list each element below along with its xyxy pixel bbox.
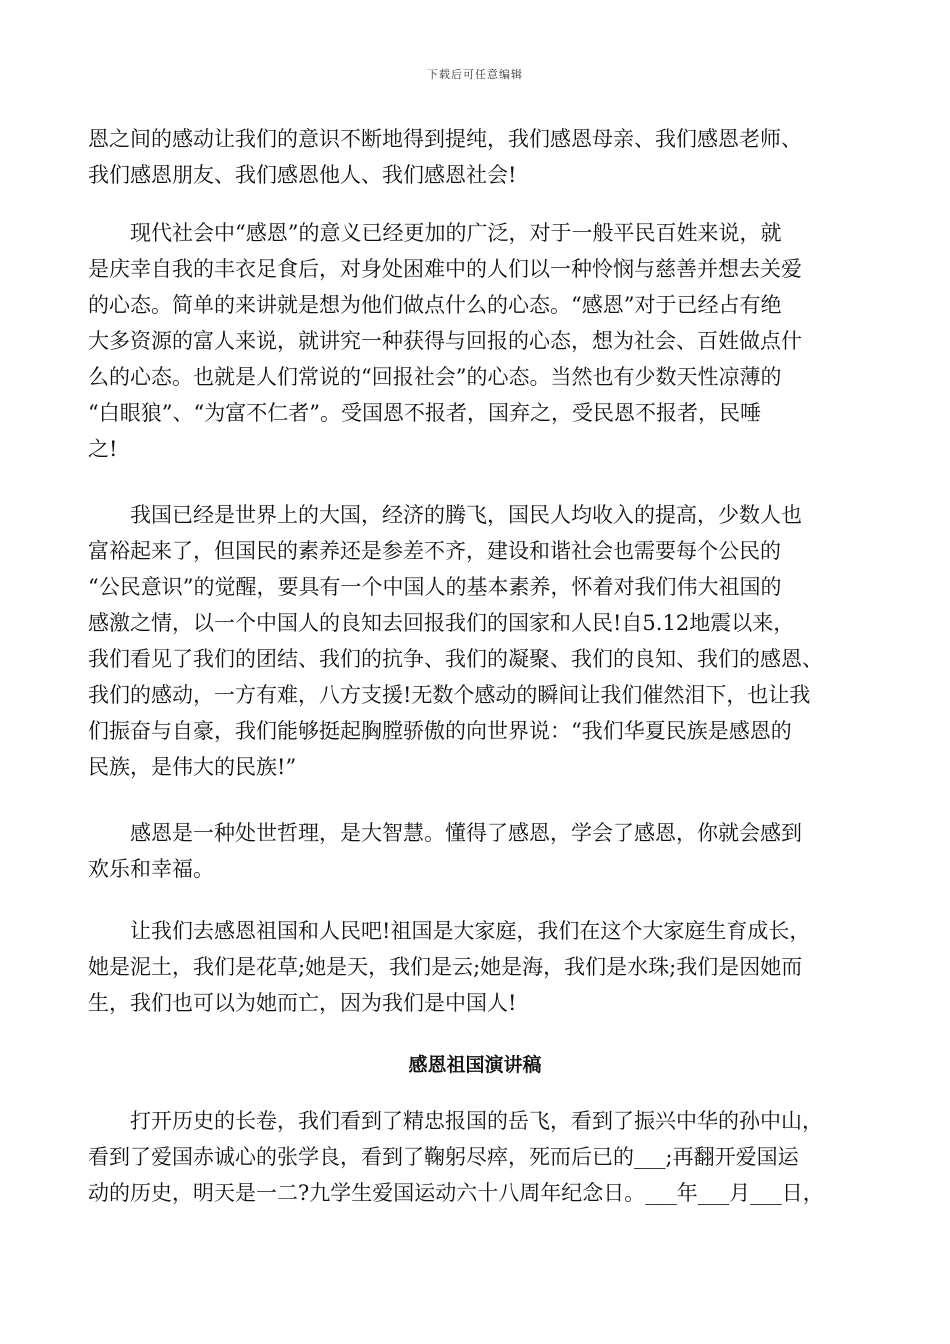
body-line: 我们看见了我们的团结、我们的抗争、我们的凝聚、我们的良知、我们的感恩、 bbox=[88, 647, 823, 671]
body-line: 现代社会中“感恩”的意义已经更加的广泛，对于一般平民百姓来说，就 bbox=[88, 221, 782, 245]
body-line: 我们感恩朋友、我们感恩他人、我们感恩社会! bbox=[88, 163, 517, 187]
body-line: 我国已经是世界上的大国，经济的腾飞，国民人均收入的提高，少数人也 bbox=[88, 503, 802, 527]
body-line: 我们的感动，一方有难，八方支援!无数个感动的瞬间让我们催然泪下，也让我 bbox=[88, 683, 811, 707]
body-line: 的心态。简单的来讲就是想为他们做点什么的心态。“感恩”对于已经占有绝 bbox=[88, 293, 782, 317]
body-line: 之! bbox=[88, 437, 118, 461]
body-line: 感激之情，以一个中国人的良知去回报我们的国家和人民!自5.12地震以来， bbox=[88, 611, 795, 635]
body-line: “白眼狼”、“为富不仁者”。受国恩不报者，国弃之，受民恩不报者，民唾 bbox=[88, 401, 761, 425]
body-line: 大多资源的富人来说，就讲究一种获得与回报的心态，想为社会、百姓做点什 bbox=[88, 329, 802, 353]
body-line: 让我们去感恩祖国和人民吧!祖国是大家庭，我们在这个大家庭生育成长， bbox=[88, 919, 811, 943]
body-line: “公民意识”的觉醒，要具有一个中国人的基本素养，怀着对我们伟大祖国的 bbox=[88, 575, 782, 599]
body-line: 富裕起来了，但国民的素养还是参差不齐，建设和谐社会也需要每个公民的 bbox=[88, 539, 781, 563]
body-line: 生，我们也可以为她而亡，因为我们是中国人! bbox=[88, 991, 517, 1015]
body-line: 是庆幸自我的丰衣足食后，对身处困难中的人们以一种怜悯与慈善并想去关爱 bbox=[88, 257, 802, 281]
body-line: 动的历史，明天是一二?九学生爱国运动六十八周年纪念日。___年___月___日， bbox=[88, 1181, 824, 1205]
body-line: 么的心态。也就是人们常说的“回报社会”的心态。当然也有少数天性凉薄的 bbox=[88, 365, 782, 389]
body-line: 她是泥土，我们是花草;她是天，我们是云;她是海，我们是水珠;我们是因她而 bbox=[88, 955, 803, 979]
page-header: 下载后可任意编辑 bbox=[427, 68, 523, 81]
body-line: 打开历史的长卷，我们看到了精忠报国的岳飞，看到了振兴中华的孙中山， bbox=[88, 1109, 823, 1133]
body-line: 们振奋与自豪，我们能够挺起胸膛骄傲的向世界说：“我们华夏民族是感恩的 bbox=[88, 719, 792, 743]
body-line: 恩之间的感动让我们的意识不断地得到提纯，我们感恩母亲、我们感恩老师、 bbox=[88, 127, 802, 151]
body-line: 看到了爱国赤诚心的张学良，看到了鞠躬尽瘁，死而后已的___;再翻开爱国运 bbox=[88, 1145, 799, 1169]
body-line: 民族，是伟大的民族!” bbox=[88, 755, 297, 779]
body-line: 感恩是一种处世哲理，是大智慧。懂得了感恩，学会了感恩，你就会感到 bbox=[88, 821, 802, 845]
body-line: 欢乐和幸福。 bbox=[88, 857, 214, 881]
section-title: 感恩祖国演讲稿 bbox=[408, 1054, 542, 1076]
